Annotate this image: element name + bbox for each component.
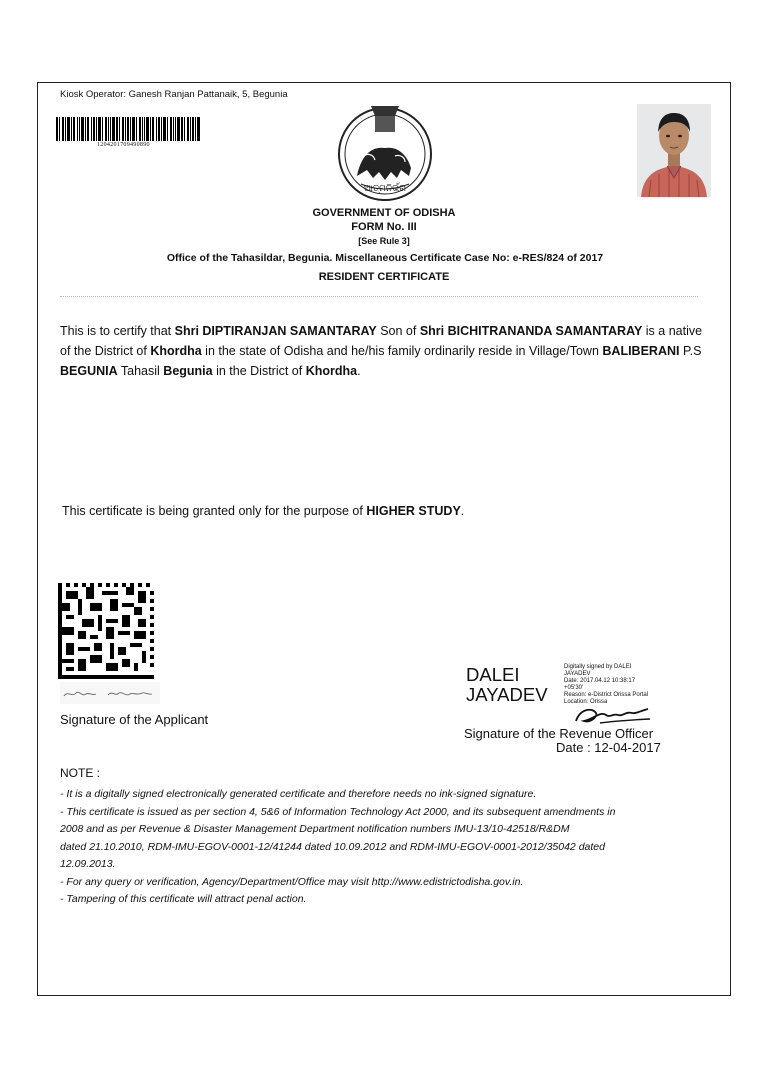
form-number: FORM No. III [351, 221, 417, 233]
note-item: - Tampering of this certificate will attract penal action. [60, 893, 307, 905]
note-item: 12.09.2013. [60, 858, 116, 870]
note-item: - This certificate is issued as per section 4, 5&6 of Information Technology Act 2000, and its subsequent amendments in [60, 805, 616, 818]
note-item: - It is a digitally signed electronically generated certificate and therefore needs no ink-signed signature. [60, 788, 537, 800]
office-case-line: Office of the Tahasildar, Begunia. Miscellaneous Certificate Case No: e-RES/824 of 2017 [166, 252, 604, 264]
barcode [56, 117, 201, 141]
divider [60, 296, 698, 297]
applicant-signature-label: Signature of the Applicant [60, 712, 209, 727]
district-repeat: Khordha [305, 364, 358, 378]
applicant-signature-image [60, 682, 160, 704]
note-item: - For any query or verification, Agency/Department/Office may visit http://www.edistrictodisha.gov.in. [60, 875, 524, 888]
applicant-name: Shri DIPTIRANJAN SAMANTARAY [174, 324, 377, 338]
certificate-title: RESIDENT CERTIFICATE [318, 271, 450, 283]
qr-code [58, 583, 154, 679]
revenue-officer-signature-label: Signature of the Revenue Officer [464, 726, 654, 741]
barcode-number: 1204201709490890 [97, 142, 150, 148]
rule-reference: [See Rule 3] [358, 236, 410, 246]
government-heading: GOVERNMENT OF ODISHA [312, 207, 456, 219]
notes-list [60, 786, 700, 909]
village: BALIBERANI [602, 344, 680, 358]
district: Khordha [150, 344, 202, 358]
issue-date: Date : 12-04-2017 [556, 740, 661, 755]
digital-signature-details: Digitally signed by DALEI JAYADEV Date: 2017.04.12 10:38:17 +05'30' Reason: e-District Orissa Portal Location: Orissa [564, 664, 649, 705]
applicant-photo [637, 104, 711, 197]
officer-signature-image [570, 703, 660, 727]
issue-date-value: 12-04-2017 [594, 740, 661, 755]
note-item: 2008 and as per Revenue & Disaster Management Department notification numbers IMU-13/10-42518/R&DM [60, 823, 570, 835]
odisha-emblem-icon [331, 96, 439, 204]
signer-name: DALEI JAYADEV [466, 664, 548, 705]
emblem-caption: ଆତ୍ମନିର୍ଭର [364, 184, 406, 194]
note-item: dated 21.10.2010, RDM-IMU-EGOV-0001-12/41244 dated 10.09.2012 and RDM-IMU-EGOV-0001-2012/35042 dated [60, 840, 605, 853]
father-name: Shri BICHITRANANDA SAMANTARAY [419, 324, 643, 338]
kiosk-operator: Kiosk Operator: Ganesh Ranjan Pattanaik, 5, Begunia [60, 89, 288, 100]
purpose-statement: This certificate is being granted only for the purpose of HIGHER STUDY. [62, 504, 465, 518]
purpose-value: HIGHER STUDY [366, 504, 461, 518]
note-heading: NOTE : [60, 766, 101, 780]
certificate-body: This is to certify that Shri DIPTIRANJAN SAMANTARAY Son of Shri BICHITRANANDA SAMANTARAY is a native of the District of Khordha in the state of Odisha and he/his family ordinarily reside in Village/Town BALIBERANI P.S BEGUNIA Tahasil Begunia in the District of Khordha. [60, 324, 703, 378]
police-station: BEGUNIA [60, 364, 118, 378]
tahasil: Begunia [163, 364, 213, 378]
